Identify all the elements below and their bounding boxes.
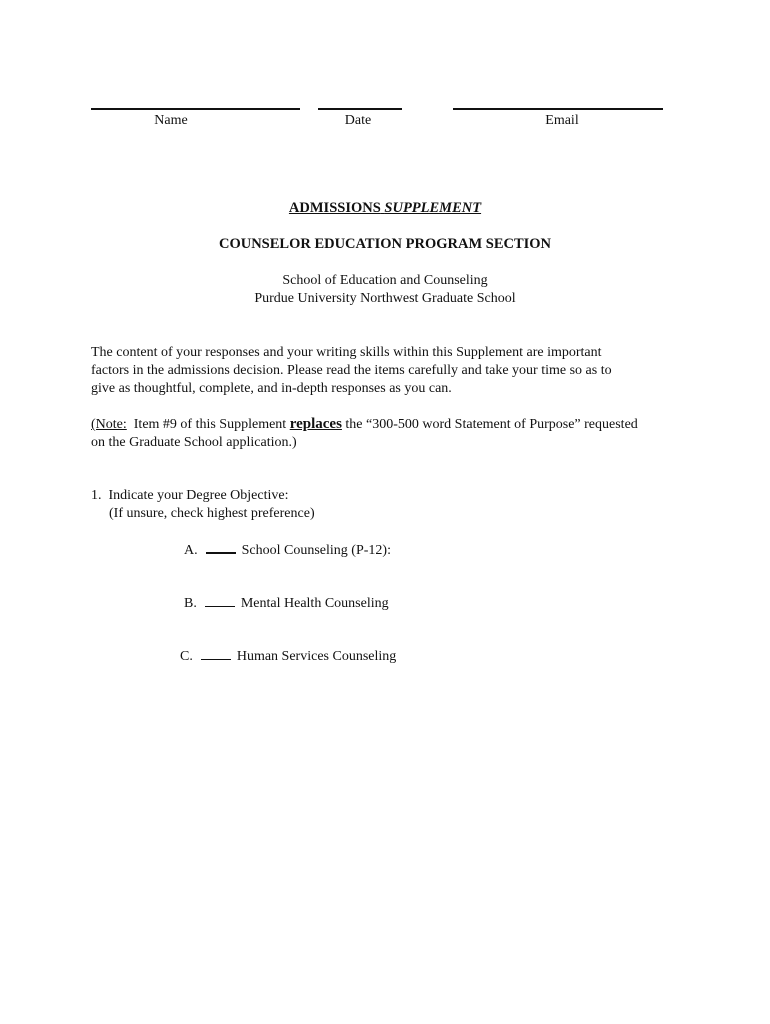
option-b-label: Mental Health Counseling bbox=[240, 596, 389, 611]
option-a-blank[interactable] bbox=[206, 540, 236, 554]
name-line[interactable] bbox=[91, 108, 300, 110]
option-c-letter: C. bbox=[180, 649, 193, 664]
title-main: ADMISSIONS bbox=[288, 200, 381, 216]
school-block bbox=[0, 272, 770, 308]
name-label: Name bbox=[154, 113, 188, 128]
title-italic: SUPPLEMENT bbox=[384, 200, 482, 216]
email-label: Email bbox=[545, 113, 579, 128]
intro-line-1: The content of your responses and your writing skills within this Supplement are important bbox=[91, 345, 602, 360]
date-line[interactable] bbox=[318, 108, 402, 110]
option-c-label: Human Services Counseling bbox=[236, 649, 397, 664]
question-1-hint: (If unsure, check highest preference) bbox=[109, 506, 315, 521]
note-emphasis: replaces bbox=[289, 416, 342, 432]
question-1-prompt: 1. Indicate your Degree Objective: bbox=[91, 488, 289, 503]
option-b-letter: B. bbox=[184, 596, 197, 611]
option-a bbox=[184, 540, 391, 560]
note-after: the “300-500 word Statement of Purpose” requested bbox=[341, 417, 638, 432]
question-1 bbox=[91, 487, 315, 523]
note-paragraph bbox=[91, 415, 731, 452]
option-a-label: School Counseling (P-12): bbox=[241, 543, 391, 558]
option-b bbox=[184, 594, 389, 613]
option-c-blank[interactable] bbox=[201, 647, 231, 660]
option-c bbox=[180, 647, 396, 666]
intro-line-3: give as thoughtful, complete, and in-depth responses as you can. bbox=[91, 381, 452, 396]
note-before: Item #9 of this Supplement bbox=[126, 417, 290, 432]
date-label: Date bbox=[344, 113, 372, 128]
school-line-1: School of Education and Counseling bbox=[282, 273, 488, 288]
intro-line-2: factors in the admissions decision. Please read the items carefully and take your time so as to bbox=[91, 363, 612, 378]
section-subtitle: COUNSELOR EDUCATION PROGRAM SECTION bbox=[218, 236, 552, 252]
intro-paragraph bbox=[91, 344, 691, 398]
note-line-2: on the Graduate School application.) bbox=[91, 435, 297, 450]
page-title bbox=[0, 200, 770, 217]
note-head: (Note: bbox=[91, 417, 127, 432]
email-line[interactable] bbox=[453, 108, 663, 110]
option-b-blank[interactable] bbox=[205, 594, 235, 607]
option-a-letter: A. bbox=[184, 543, 198, 558]
note-line-1 bbox=[91, 415, 731, 434]
school-line-2: Purdue University Northwest Graduate School bbox=[254, 291, 516, 306]
